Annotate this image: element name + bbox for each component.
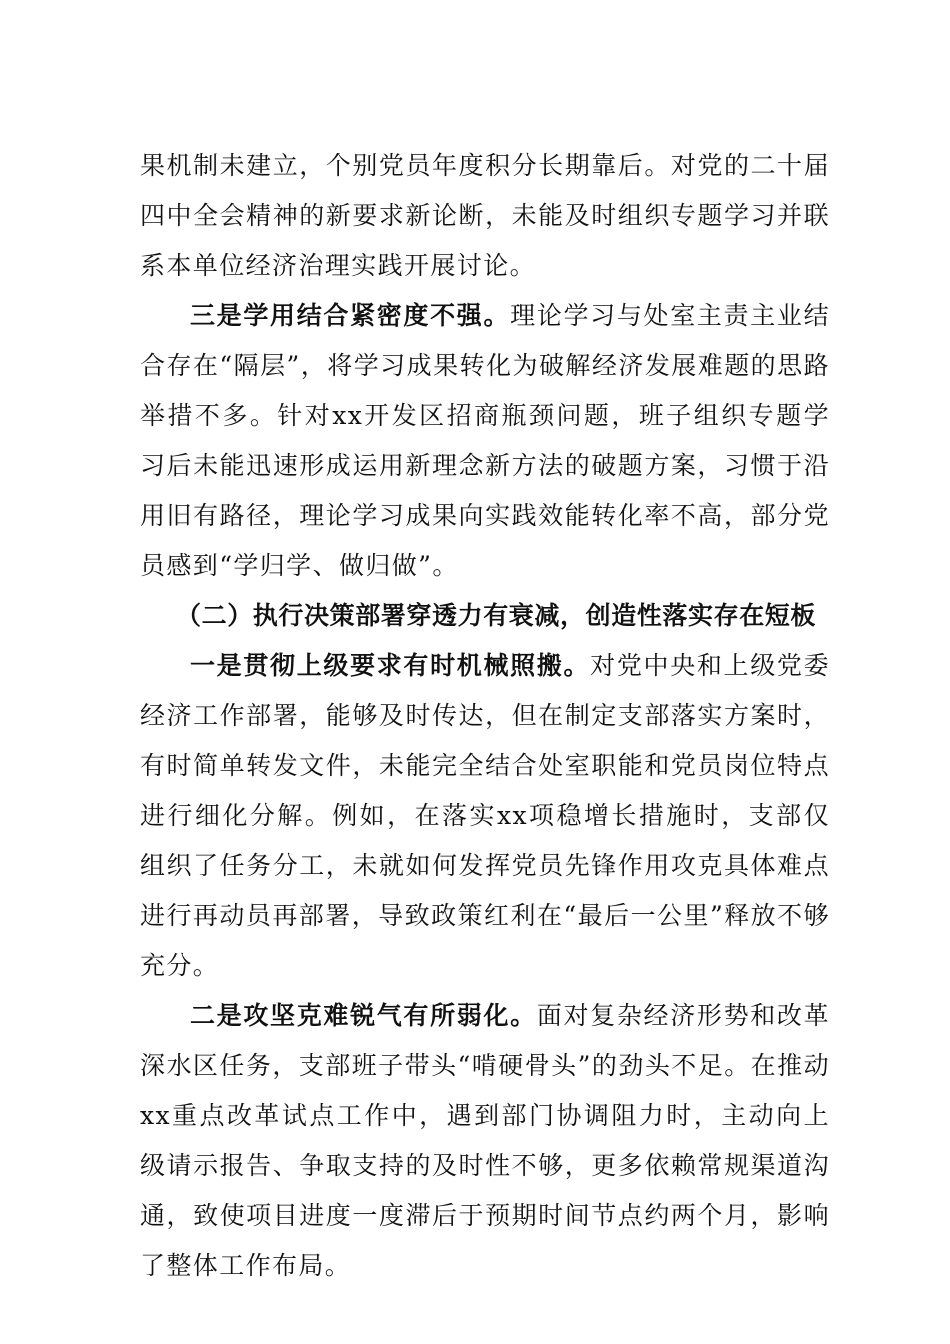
paragraph-text: 对党中央和上级党委经济工作部署，能够及时传达，但在制定支部落实方案时，有时简单转发文件，未能完全结合处室职能和党员岗位特点进行细化分解。例如，在落实xx项稳增长措施时，支部仅组织了任务分工，未就如何发挥党员先锋作用攻克具体难点进行再动员再部署，导致政策红利在“最后一公里”释放不够充分。 [140,651,830,980]
paragraph-text: 果机制未建立，个别党员年度积分长期靠后。对党的二十届四中全会精神的新要求新论断，未能及时组织专题学习并联系本单位经济治理实践开展讨论。 [140,151,830,280]
paragraph-text: 理论学习与处室主责主业结合存在“隔层”，将学习成果转化为破解经济发展难题的思路举措不多。针对xx开发区招商瓶颈问题，班子组织专题学习后未能迅速形成运用新理念新方法的破题方案，习惯于沿用旧有路径，理论学习成果向实践效能转化率不高，部分党员感到“学归学、做归做”。 [140,301,830,580]
paragraph-implementation [140,641,830,991]
paragraph-continuation [140,141,830,291]
paragraph-lead: 三是学用结合紧密度不强。 [190,301,511,330]
paragraph-tackling-difficulties [140,991,830,1291]
paragraph-lead: 一是贯彻上级要求有时机械照搬。 [190,651,591,680]
section-heading: （二）执行决策部署穿透力有衰减，创造性落实存在短板 [176,601,817,630]
paragraph-lead: 二是攻坚克难锐气有所弱化。 [190,1001,537,1030]
paragraph-study-application [140,291,830,591]
paragraph-text: 面对复杂经济形势和改革深水区任务，支部班子带头“啃硬骨头”的劲头不足。在推动xx重点改革试点工作中，遇到部门协调阻力时，主动向上级请示报告、争取支持的及时性不够，更多依赖常规渠道沟通，致使项目进度一度滞后于预期时间节点约两个月，影响了整体工作布局。 [140,1001,831,1280]
document-body [140,141,830,1291]
